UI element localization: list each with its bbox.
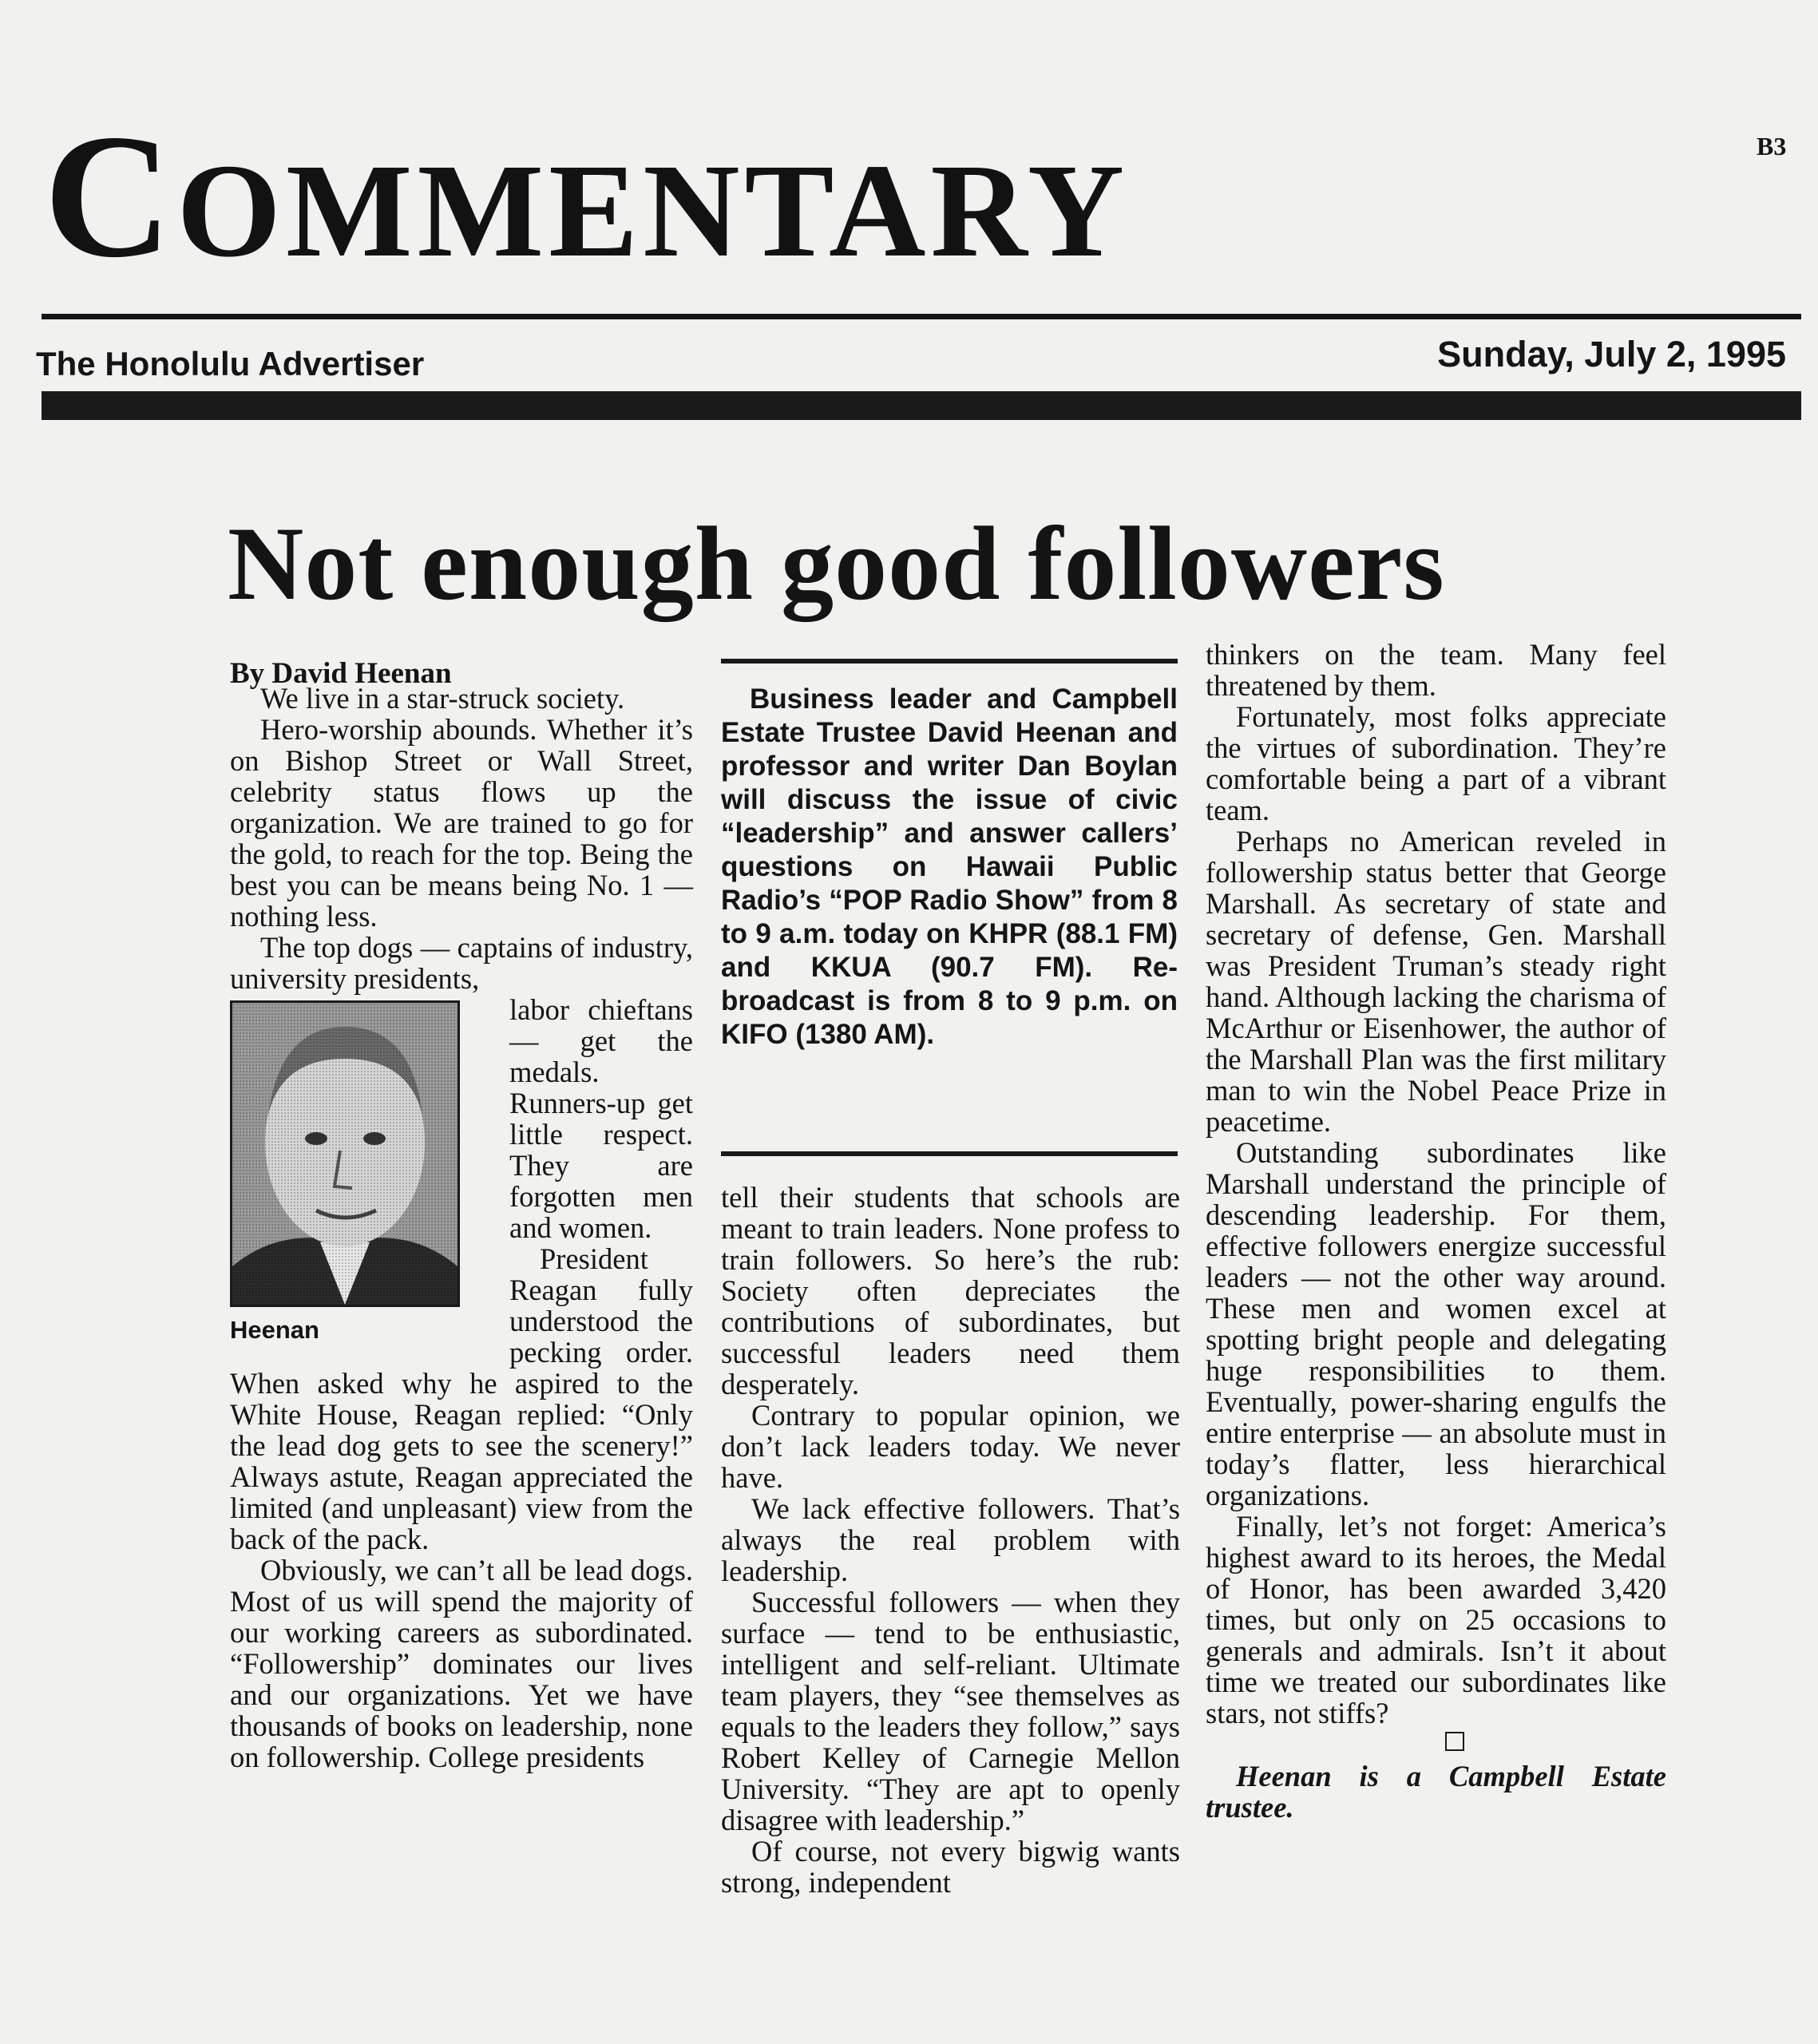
article-headline: Not enough good followers — [228, 505, 1445, 622]
photo-caption: Heenan — [230, 1316, 319, 1344]
article-column-2 — [721, 1182, 1180, 1898]
newspaper-name: The Honolulu Advertiser — [36, 345, 425, 382]
paragraph: tell their students that schools are meant to train leaders. None profess to train followers. So here’s the rub: Society often depreciates the contributions of subordinates, but successful leaders need them desperately. — [721, 1181, 1180, 1400]
masthead-rule — [42, 314, 1801, 319]
byline: By David Heenan — [230, 657, 452, 690]
paragraph: Hero-worship abounds. Whether it’s on Bishop Street or Wall Street, celebrity status flows up the organization. We are trained to go for the gold, to reach for the top. Being the best you can be means being No. 1 — nothing less. — [230, 713, 693, 933]
author-tagline: Heenan is a Campbell Estate trustee. — [1206, 1760, 1666, 1824]
promo-top-rule — [721, 659, 1178, 664]
author-photo-block — [230, 1000, 485, 1344]
author-photo — [230, 1000, 460, 1307]
article-column-1 — [230, 683, 693, 1773]
paragraph: Outstanding subordinates like Marshall understand the principle of descending leadership. For them, effective followers energize successful leaders — not the other way around. These men and women excel at spotting bright people and delegating huge responsibilities to them. Eventually, power-sharing engulfs the entire enterprise — an absolute must in today’s flatter, less hierarchical organizations. — [1206, 1136, 1666, 1511]
end-of-article-mark — [1445, 1732, 1464, 1751]
paragraph: thinkers on the team. Many feel threatened by them. — [1206, 638, 1666, 702]
paragraph: labor chieftans — get the medals. Runners-up get little respect. They are forgotten men and women. — [509, 993, 693, 1244]
paragraph: We lack effective followers. That’s always the real problem with leadership. — [721, 1492, 1180, 1587]
paragraph: Contrary to popular opinion, we don’t lack leaders today. We never have. — [721, 1399, 1180, 1494]
paragraph: President Reagan fully understood the pecking order. When asked why he aspired to the White House, Reagan replied: “Only the lead dog gets to see the scenery!” Always astute, Reagan appreciated the limited (and unpleasant) view from the back of the pack. — [230, 1242, 693, 1555]
page-number: B3 — [1757, 132, 1787, 160]
paragraph: Perhaps no American reveled in followership status better that George Marshall. As secretary of state and secretary of defense, Gen. Marshall was President Truman’s steady right hand. Although lacking the charisma of McArthur or Eisenhower, the author of the Marshall Plan was the first military man to win the Nobel Peace Prize in peacetime. — [1206, 825, 1666, 1138]
paragraph: The top dogs — captains of industry, university presidents, — [230, 931, 693, 995]
promo-bottom-rule — [721, 1151, 1178, 1156]
paragraph: Of course, not every bigwig wants strong, independent — [721, 1835, 1180, 1899]
masthead-bar — [42, 391, 1801, 420]
paragraph: Finally, let’s not forget: America’s highest award to its heroes, the Medal of Honor, has been awarded 3,420 times, but only on 25 occasions to generals and admirals. Isn’t it about time we treated our subordinates like stars, not stiffs? — [1206, 1510, 1666, 1729]
paragraph: Fortunately, most folks appreciate the virtues of subordination. They’re comfortable being a part of a vibrant team. — [1206, 700, 1666, 826]
publication-date: Sunday, July 2, 1995 — [1437, 334, 1786, 374]
section-title: COMMENTARY — [44, 98, 1130, 295]
paragraph: Successful followers — when they surface — tend to be enthusiastic, intelligent and self-reliant. Ultimate team players, they “see themselves as equals to the leaders they follow,” says Robert Kelley of Carnegie Mellon University. “They are apt to openly disagree with leadership.” — [721, 1586, 1180, 1836]
portrait-image — [232, 1003, 457, 1305]
paragraph: We live in a star-struck society. — [260, 682, 625, 715]
paragraph: Obviously, we can’t all be lead dogs. Most of us will spend the majority of our working careers as subordinated. “Followership” dominates our lives and our organizations. Yet we have thousands of books on leadership, none on followership. College presidents — [230, 1554, 693, 1773]
promo-text: Business leader and Campbell Estate Trustee David Heenan and professor and writer Dan Boylan will discuss the issue of civic “leadership” and answer callers’ questions on Hawaii Public Radio’s “POP Radio Show” from 8 to 9 a.m. today on KHPR (88.1 FM) and KKUA (90.7 FM). Re-broadcast is from 8 to 9 p.m. on KIFO (1380 AM). — [721, 683, 1178, 1050]
article-column-3 — [1206, 639, 1666, 1823]
radio-show-promo — [721, 683, 1178, 1052]
